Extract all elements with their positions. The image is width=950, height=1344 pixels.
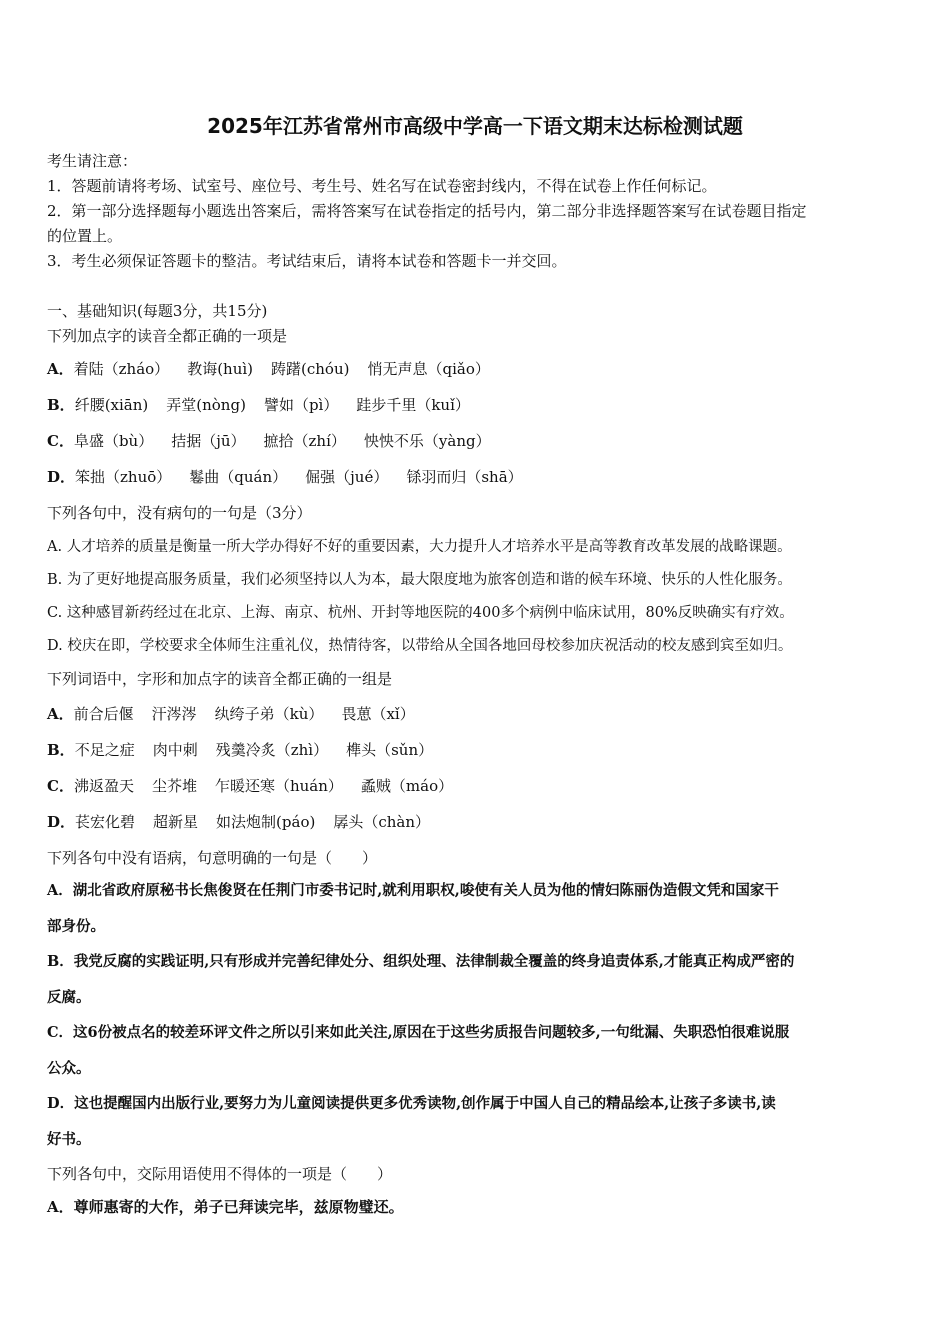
question-stem: 下列词语中，字形和加点字的读音全都正确的一组是 [47, 670, 393, 688]
option-word: 汗涔涔 [151, 705, 197, 723]
option-word: 摭拾（zhí） [263, 432, 346, 450]
option-word: 苌宏化碧 [75, 813, 136, 831]
option-line: 部身份。 [47, 918, 105, 935]
option-word: 纤腰(xiān) [74, 396, 149, 414]
option-line: B. 为了更好地提高服务质量，我们必须坚持以人为本，最大限度地为旅客创造和谐的候车环境、快乐的人性化服务。 [47, 572, 792, 588]
notice-item: 2．第一部分选择题每小题选出答案后，需将答案写在试卷指定的括号内，第二部分非选择题答案写在试卷题目指定 [47, 202, 807, 220]
option-word: 踌躇(chóu) [271, 360, 350, 378]
option-word: 着陆（zháo） [73, 360, 170, 378]
option-word: 尘芥堆 [151, 777, 197, 795]
question-stem: 下列加点字的读音全都正确的一项是 [47, 327, 288, 345]
option-word: 榫头（sǔn） [346, 741, 434, 759]
option-label: C． [47, 777, 74, 795]
option-label: D． [47, 468, 76, 486]
option-word: 不足之症 [74, 741, 135, 759]
option-word: 沸返盈天 [73, 777, 134, 795]
option-word: 乍暖还寒（huán） [214, 777, 343, 795]
option-line: 公众。 [47, 1060, 91, 1077]
option-word: 跬步千里（kuǐ） [356, 396, 470, 414]
question-stem: 下列各句中，交际用语使用不得体的一项是（ ） [47, 1165, 393, 1183]
option-row [47, 740, 910, 760]
option-line: 好书。 [47, 1131, 91, 1148]
option-line: C．这6份被点名的较差环评文件之所以引来如此关注,原因在于这些劣质报告问题较多,一句纰漏、失职恐怕很难说服 [47, 1024, 790, 1041]
option-word: 畏葸（xǐ） [341, 705, 415, 723]
option-line: A．尊师惠寄的大作，弟子已拜读完毕，兹原物璧还。 [47, 1198, 404, 1216]
notice-item: 3．考生必须保证答题卡的整洁。考试结束后，请将本试卷和答题卡一并交回。 [47, 252, 567, 270]
option-word: 倔强（jué） [305, 468, 389, 486]
option-row [47, 395, 910, 415]
option-line: C. 这种感冒新药经过在北京、上海、南京、杭州、开封等地医院的400多个病例中临床试用，80%反映确实有疗效。 [47, 605, 794, 621]
option-row [47, 812, 910, 832]
option-word: 悄无声息（qiǎo） [367, 360, 490, 378]
option-line: B．我党反腐的实践证明,只有形成并完善纪律处分、组织处理、法律制裁全覆盖的终身追责体系,才能真正构成严密的 [47, 953, 795, 970]
option-word: 超新星 [153, 813, 199, 831]
option-line: 反腐。 [47, 989, 91, 1006]
option-row [47, 776, 910, 796]
option-word: 铩羽而归（shā） [406, 468, 523, 486]
option-row [47, 431, 910, 451]
option-word: 阜盛（bù） [73, 432, 154, 450]
question-stem: 下列各句中，没有病句的一句是（3分） [47, 504, 312, 522]
option-label: A． [47, 705, 74, 723]
option-label: C． [47, 432, 74, 450]
page-title: 2025年江苏省常州市高级中学高一下语文期末达标检测试题 [207, 114, 743, 138]
option-row [47, 704, 910, 724]
option-line: D．这也提醒国内出版行业,要努力为儿童阅读提供更多优秀读物,创作属于中国人自己的精品绘本,让孩子多读书,读 [47, 1095, 776, 1112]
option-word: 残羹冷炙（zhì） [215, 741, 329, 759]
option-label: A． [47, 360, 74, 378]
option-row [47, 467, 910, 487]
option-word: 拮据（jū） [171, 432, 246, 450]
notice-heading: 考生请注意： [47, 152, 138, 170]
option-word: 笨拙（zhuō） [75, 468, 172, 486]
option-row [47, 359, 910, 379]
option-word: 前合后偃 [73, 705, 134, 723]
option-word: 教诲(huì) [187, 360, 254, 378]
option-word: 孱头（chàn） [333, 813, 430, 831]
notice-item: 的位置上。 [47, 227, 123, 245]
option-label: D． [47, 813, 76, 831]
option-word: 弄堂(nòng) [166, 396, 246, 414]
question-stem: 下列各句中没有语病，句意明确的一句是（ ） [47, 849, 378, 867]
notice-item: 1．答题前请将考场、试室号、座位号、考生号、姓名写在试卷密封线内，不得在试卷上作任何标记。 [47, 177, 717, 195]
option-word: 鬈曲（quán） [189, 468, 288, 486]
option-word: 蟊贼（máo） [360, 777, 454, 795]
option-line: D. 校庆在即，学校要求全体师生注重礼仪，热情待客，以带给从全国各地回母校参加庆祝活动的校友感到宾至如归。 [47, 638, 793, 654]
option-line: A．湖北省政府原秘书长焦俊贤在任荆门市委书记时,就利用职权,唆使有关人员为他的情妇陈丽伪造假文凭和国家干 [47, 882, 779, 899]
option-word: 肉中刺 [152, 741, 198, 759]
option-word: 纨绔子弟（kù） [214, 705, 324, 723]
option-word: 譬如（pì） [263, 396, 339, 414]
option-label: B． [47, 396, 75, 414]
option-label: B． [47, 741, 75, 759]
option-word: 如法炮制(páo) [216, 813, 316, 831]
section-heading: 一、基础知识(每题3分，共15分) [47, 302, 268, 320]
option-word: 怏怏不乐（yàng） [363, 432, 491, 450]
option-line: A. 人才培养的质量是衡量一所大学办得好不好的重要因素，大力提升人才培养水平是高等教育改革发展的战略课题。 [47, 539, 792, 555]
